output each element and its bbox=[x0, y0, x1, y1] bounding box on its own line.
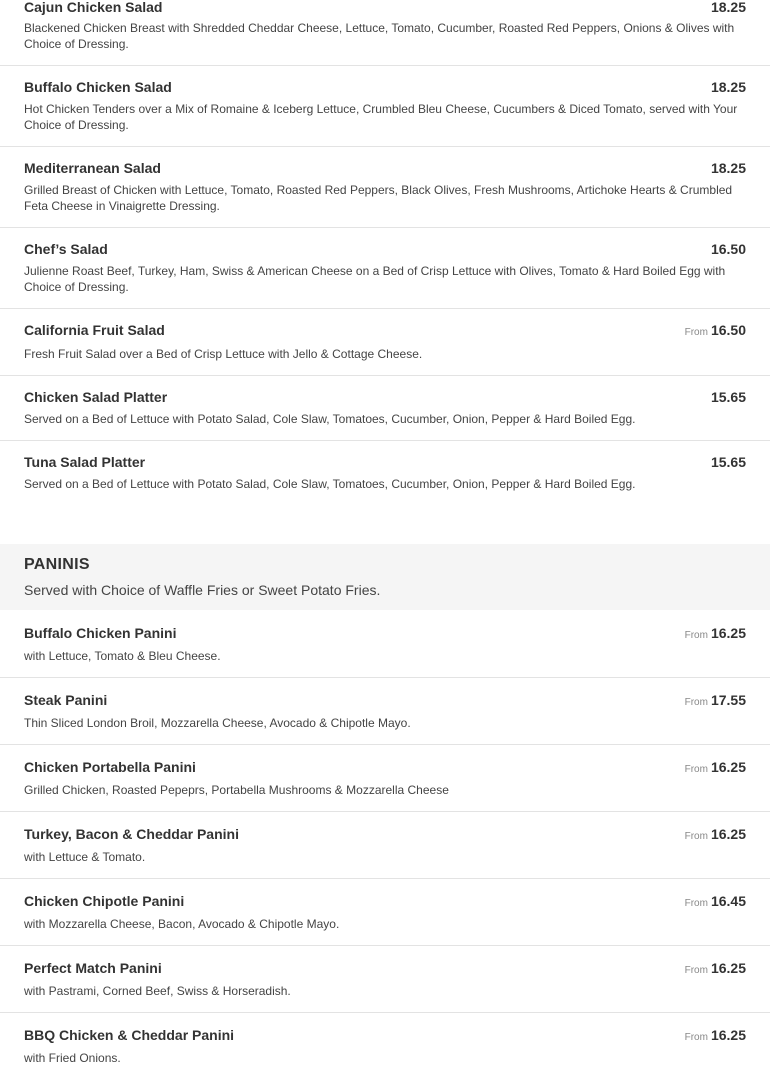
price-from-label: From bbox=[684, 831, 708, 842]
item-price: 16.50 bbox=[710, 241, 746, 257]
item-price: 16.25 bbox=[710, 1027, 746, 1043]
item-description: with Mozzarella Cheese, Bacon, Avocado & Chipotle Mayo. bbox=[24, 917, 340, 931]
item-description: Grilled Breast of Chicken with Lettuce, Tomato, Roasted Red Peppers, Black Olives, Fresh Mushrooms, Artichoke Hearts & Crumbled Feta Cheese in Vinaigrette Dressing. bbox=[24, 183, 733, 213]
item-price: 16.25 bbox=[710, 826, 746, 842]
item-description: Julienne Roast Beef, Turkey, Ham, Swiss & American Cheese on a Bed of Crisp Lettuce with Olives, Tomato & Hard Boiled Egg with Choice of Dressing. bbox=[24, 264, 726, 294]
item-description: Hot Chicken Tenders over a Mix of Romaine & Iceberg Lettuce, Crumbled Bleu Cheese, Cucumbers & Diced Tomato, served with Your Choice of Dressing. bbox=[24, 102, 738, 132]
item-name: Chicken Portabella Panini bbox=[24, 759, 196, 775]
item-description: Grilled Chicken, Roasted Pepeprs, Portabella Mushrooms & Mozzarella Cheese bbox=[24, 783, 449, 797]
price-from-label: From bbox=[684, 697, 708, 708]
item-price: 15.65 bbox=[710, 389, 746, 405]
item-name: BBQ Chicken & Cheddar Panini bbox=[24, 1027, 235, 1043]
price-from-label: From bbox=[684, 898, 708, 909]
price-from-label: From bbox=[684, 1032, 708, 1043]
item-price: 16.25 bbox=[710, 759, 746, 775]
item-name: Buffalo Chicken Salad bbox=[24, 79, 172, 95]
item-name: Chicken Salad Platter bbox=[24, 389, 168, 405]
section-header-paninis bbox=[0, 544, 770, 610]
item-name: Cajun Chicken Salad bbox=[24, 0, 163, 15]
menu-item[interactable] bbox=[0, 147, 770, 228]
item-price: 16.50 bbox=[710, 322, 746, 338]
item-description: Fresh Fruit Salad over a Bed of Crisp Lettuce with Jello & Cottage Cheese. bbox=[24, 347, 423, 361]
item-description: with Pastrami, Corned Beef, Swiss & Horseradish. bbox=[24, 984, 291, 998]
item-name: Turkey, Bacon & Cheddar Panini bbox=[24, 826, 239, 842]
menu-item[interactable] bbox=[0, 678, 770, 745]
item-name: Chef’s Salad bbox=[24, 241, 108, 257]
item-description: Blackened Chicken Breast with Shredded Cheddar Cheese, Lettuce, Tomato, Cucumber, Roasted Red Peppers, Onions & Olives with Choice of Dressing. bbox=[24, 21, 735, 51]
item-price: 18.25 bbox=[710, 160, 746, 176]
menu-item[interactable] bbox=[0, 879, 770, 946]
menu-item[interactable] bbox=[0, 441, 770, 506]
item-name: Perfect Match Panini bbox=[24, 960, 162, 976]
item-name: Tuna Salad Platter bbox=[24, 454, 146, 470]
item-description: with Lettuce, Tomato & Bleu Cheese. bbox=[24, 649, 221, 663]
item-price: 15.65 bbox=[710, 454, 746, 470]
item-price: 16.45 bbox=[710, 893, 746, 909]
section-title: PANINIS bbox=[24, 556, 90, 573]
price-from-label: From bbox=[684, 630, 708, 641]
item-name: Chicken Chipotle Panini bbox=[24, 893, 185, 909]
item-name: Buffalo Chicken Panini bbox=[24, 625, 177, 641]
menu-item[interactable] bbox=[0, 812, 770, 879]
price-from-label: From bbox=[684, 965, 708, 976]
price-from-label: From bbox=[684, 764, 708, 775]
item-description: with Lettuce & Tomato. bbox=[24, 850, 146, 864]
item-description: Thin Sliced London Broil, Mozzarella Cheese, Avocado & Chipotle Mayo. bbox=[24, 716, 411, 730]
menu-item[interactable] bbox=[0, 745, 770, 812]
item-description: Served on a Bed of Lettuce with Potato Salad, Cole Slaw, Tomatoes, Cucumber, Onion, Pepper & Hard Boiled Egg. bbox=[24, 412, 636, 426]
menu-item[interactable] bbox=[0, 610, 770, 678]
item-price: 18.25 bbox=[710, 0, 746, 15]
item-price: 17.55 bbox=[710, 692, 746, 708]
menu-item[interactable] bbox=[0, 66, 770, 147]
item-description: Served on a Bed of Lettuce with Potato Salad, Cole Slaw, Tomatoes, Cucumber, Onion, Pepper & Hard Boiled Egg. bbox=[24, 477, 636, 491]
menu-item[interactable] bbox=[0, 0, 770, 66]
item-description: with Fried Onions. bbox=[24, 1051, 121, 1065]
item-name: Mediterranean Salad bbox=[24, 160, 161, 176]
menu-item[interactable] bbox=[0, 946, 770, 1013]
price-from-label: From bbox=[684, 327, 708, 338]
menu-item[interactable] bbox=[0, 228, 770, 309]
item-price: 16.25 bbox=[710, 960, 746, 976]
menu-item[interactable] bbox=[0, 309, 770, 376]
item-name: California Fruit Salad bbox=[24, 322, 165, 338]
item-price: 18.25 bbox=[710, 79, 746, 95]
item-name: Steak Panini bbox=[24, 692, 108, 708]
section-subtitle: Served with Choice of Waffle Fries or Sweet Potato Fries. bbox=[24, 582, 381, 598]
item-price: 16.25 bbox=[710, 625, 746, 641]
menu-item[interactable] bbox=[0, 1013, 770, 1086]
menu-item[interactable] bbox=[0, 376, 770, 441]
